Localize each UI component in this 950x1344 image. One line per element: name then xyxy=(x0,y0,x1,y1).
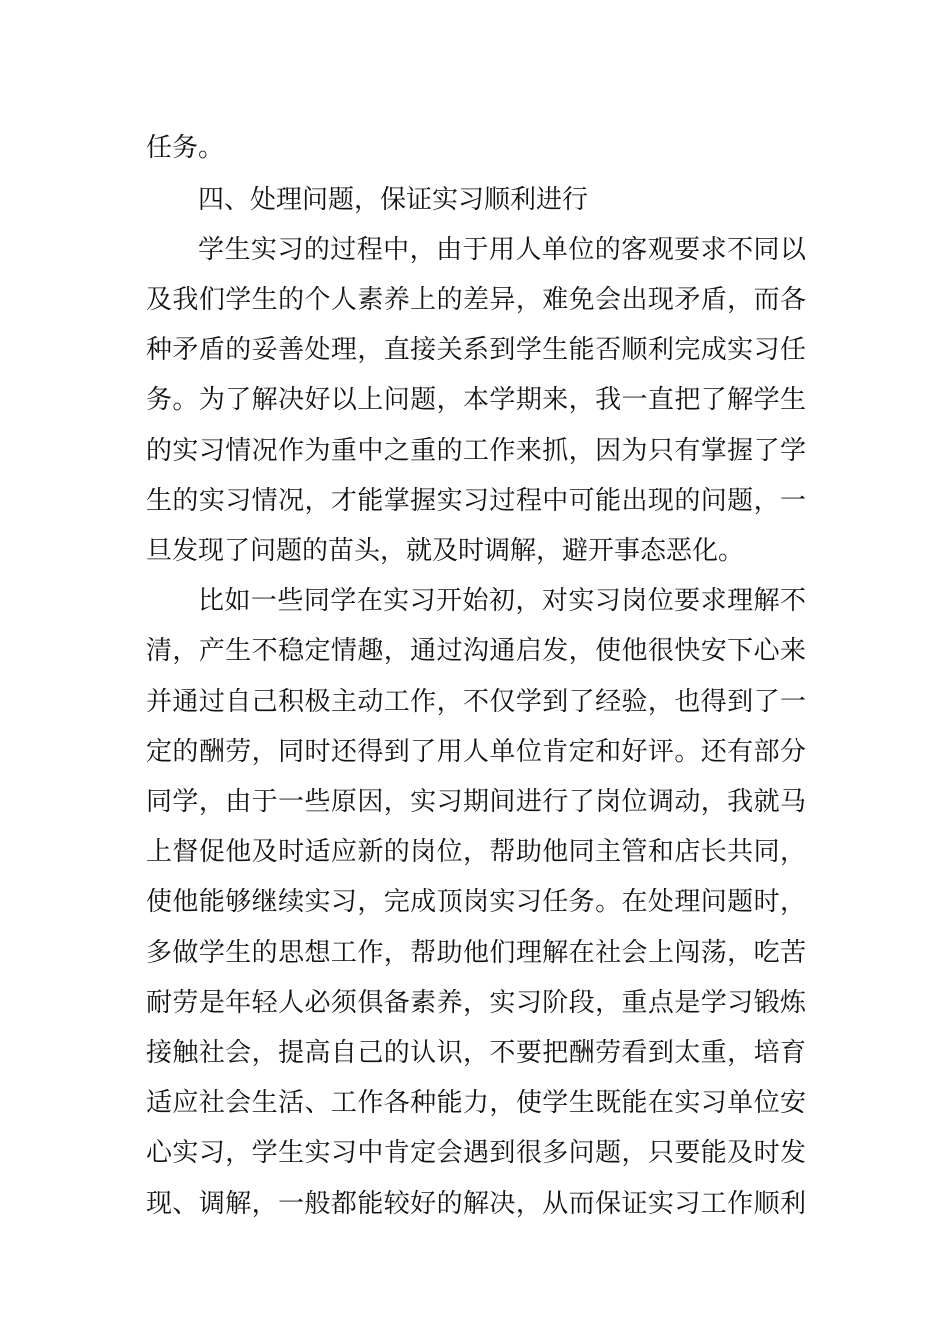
text-line-6: 务。为了解决好以上问题，本学期来，我一直把了解学生 xyxy=(146,385,806,415)
text-line-13: 定的酬劳，同时还得到了用人单位肯定和好评。还有部分 xyxy=(146,737,806,767)
text-line-11: 清，产生不稳定情趣，通过沟通启发，使他很快安下心来 xyxy=(146,636,806,666)
text-line-8: 生的实习情况，才能掌握实习过程中可能出现的问题，一 xyxy=(146,486,806,516)
text-line-18: 耐劳是年轻人必须俱备素养，实习阶段，重点是学习锻炼 xyxy=(146,988,806,1018)
text-line-7: 的实习情况作为重中之重的工作来抓，因为只有掌握了学 xyxy=(146,436,806,466)
text-line-17: 多做学生的思想工作，帮助他们理解在社会上闯荡，吃苦 xyxy=(146,938,806,968)
text-line-4: 及我们学生的个人素养上的差异，难免会出现矛盾，而各 xyxy=(146,285,806,315)
text-line-21: 心实习，学生实习中肯定会遇到很多问题，只要能及时发 xyxy=(146,1138,806,1168)
text-line-19: 接触社会，提高自己的认识，不要把酬劳看到太重，培育 xyxy=(146,1038,806,1068)
section-heading: 四、处理问题，保证实习顺利进行 xyxy=(198,185,589,215)
text-line-15: 上督促他及时适应新的岗位，帮助他同主管和店长共同， xyxy=(146,837,806,867)
text-line-1: 任务。 xyxy=(146,133,225,163)
text-line-14: 同学，由于一些原因，实习期间进行了岗位调动，我就马 xyxy=(146,787,806,817)
text-line-20: 适应社会生活、工作各种能力，使学生既能在实习单位安 xyxy=(146,1088,806,1118)
text-line-22: 现、调解，一般都能较好的解决，从而保证实习工作顺利 xyxy=(146,1189,806,1219)
text-line-9: 旦发现了问题的苗头，就及时调解，避开事态恶化。 xyxy=(146,536,745,566)
text-line-12: 并通过自己积极主动工作，不仅学到了经验，也得到了一 xyxy=(146,687,806,717)
text-line-5: 种矛盾的妥善处理，直接关系到学生能否顺利完成实习任 xyxy=(146,335,806,365)
text-line-16: 使他能够继续实习，完成顶岗实习任务。在处理问题时， xyxy=(146,887,806,917)
text-line-10: 比如一些同学在实习开始初，对实习岗位要求理解不 xyxy=(198,586,806,616)
text-line-3: 学生实习的过程中，由于用人单位的客观要求不同以 xyxy=(198,235,806,265)
